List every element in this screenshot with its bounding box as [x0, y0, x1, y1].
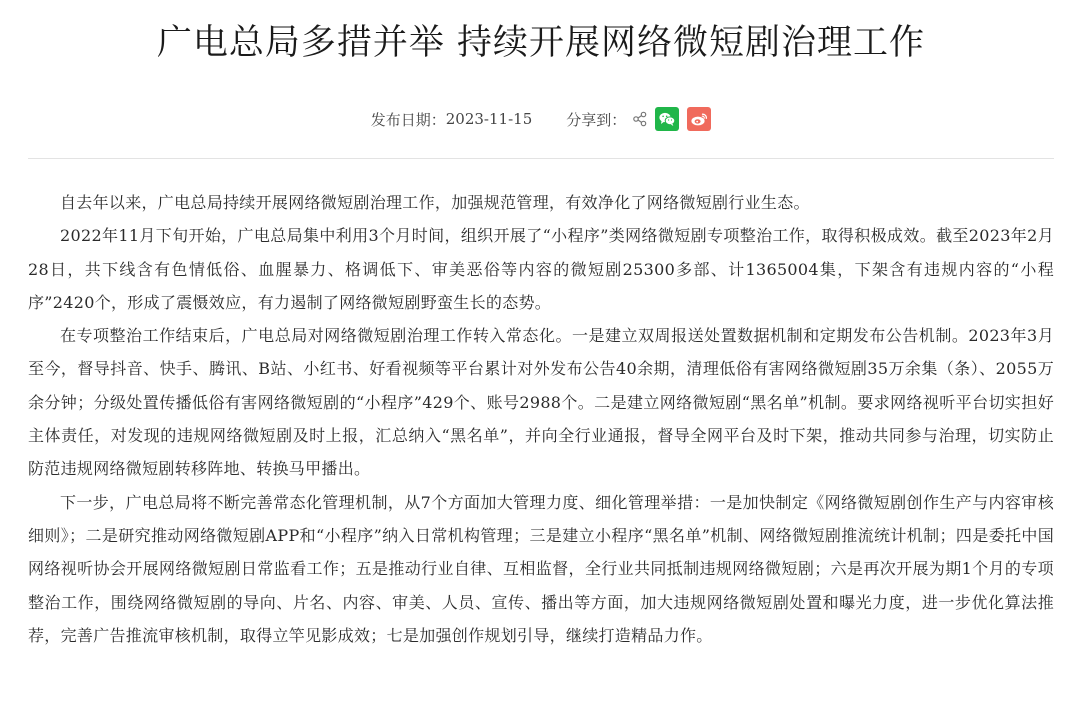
article-body [28, 186, 1054, 652]
publish-date-label: 发布日期： [370, 110, 446, 129]
header-divider [28, 158, 1054, 159]
share-label: 分享到： [566, 110, 627, 129]
paragraph: 自去年以来，广电总局持续开展网络微短剧治理工作，加强规范管理，有效净化了网络微短剧行业生态。 [60, 193, 810, 212]
publish-date [371, 109, 533, 130]
share-icon[interactable] [632, 111, 648, 127]
paragraph: 2022年11月下旬开始，广电总局集中利用3个月时间，组织开展了“小程序”类网络微短剧专项整治工作，取得积极成效。截至2023年2月28日，共下线含有色情低俗、血腥暴力、格调低下、审美恶俗等内容的微短剧25300多部、计1365004集，下架含有违规内容的“小程序”2420个，形成了震慑效应，有力遏制了网络微短剧野蛮生长的态势。 [28, 226, 1054, 312]
paragraph: 在专项整治工作结束后，广电总局对网络微短剧治理工作转入常态化。一是建立双周报送处置数据机制和定期发布公告机制。2023年3月至今，督导抖音、快手、腾讯、B站、小红书、好看视频等平台累计对外发布公告40余期，清理低俗有害网络微短剧35万余集（条）、2055万余分钟；分级处置传播低俗有害网络微短剧的“小程序”429个、账号2988个。二是建立网络微短剧“黑名单”机制。要求网络视听平台切实担好主体责任，对发现的违规网络微短剧及时上报，汇总纳入“黑名单”，并向全行业通报，督导全网平台及时下架，推动共同参与治理，切实防止防范违规网络微短剧转移阵地、转换马甲播出。 [28, 326, 1054, 479]
wechat-icon [658, 111, 676, 127]
wechat-share-button[interactable] [655, 107, 679, 131]
weibo-share-button[interactable] [687, 107, 711, 131]
article-meta [28, 104, 1054, 134]
paragraph: 下一步，广电总局将不断完善常态化管理机制，从7个方面加大管理力度、细化管理举措：一是加快制定《网络微短剧创作生产与内容审核细则》；二是研究推动网络微短剧APP和“小程序”纳入日常机构管理；三是建立小程序“黑名单”机制、网络微短剧推流统计机制；四是委托中国网络视听协会开展网络微短剧日常监看工作；五是推动行业自律、互相监督，全行业共同抵制违规网络微短剧；六是再次开展为期1个月的专项整治工作，围绕网络微短剧的导向、片名、内容、审美、人员、宣传、播出等方面，加大违规网络微短剧处置和曝光力度，进一步优化算法推荐，完善广告推流审核机制，取得立竿见影成效；七是加强创作规划引导，继续打造精品力作。 [28, 492, 1054, 645]
article-title: 广电总局多措并举 持续开展网络微短剧治理工作 [156, 23, 926, 63]
article [28, 0, 1054, 645]
share-bar [566, 107, 711, 131]
weibo-icon [690, 111, 708, 127]
publish-date-value: 2023-11-15 [445, 110, 533, 128]
